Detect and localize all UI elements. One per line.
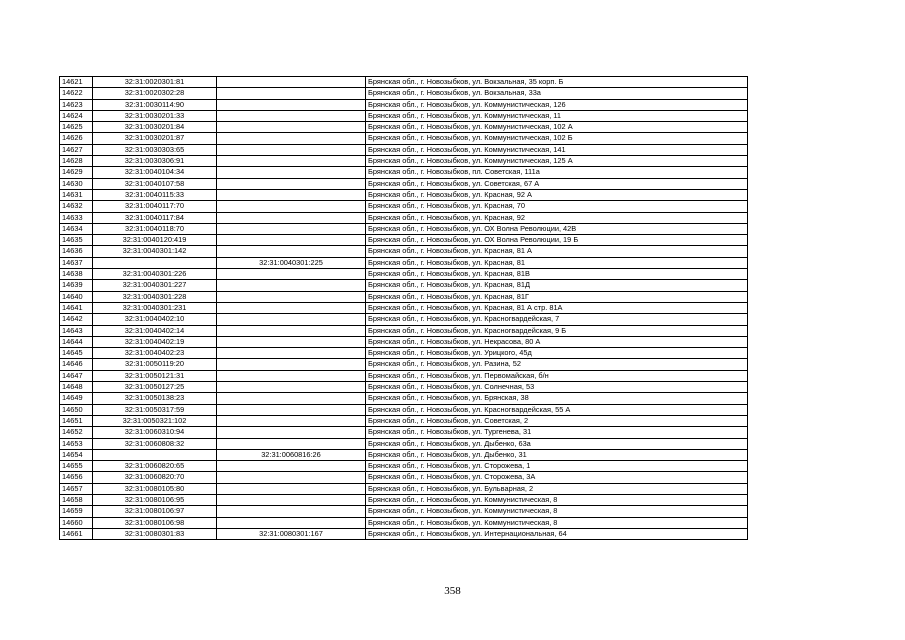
row-number-cell: 14642 (60, 314, 93, 325)
cadastral-number-cell: 32:31:0040402:23 (93, 348, 217, 359)
row-number-cell: 14655 (60, 461, 93, 472)
table-row (60, 325, 748, 336)
cadastral-number-cell: 32:31:0080106:97 (93, 506, 217, 517)
address-cell: Брянская обл., г. Новозыбков, ул. Советская, 67 А (366, 178, 748, 189)
linked-cadastral-number-cell (217, 336, 366, 347)
row-number-cell: 14623 (60, 99, 93, 110)
table-row (60, 314, 748, 325)
row-number-cell: 14657 (60, 483, 93, 494)
row-number-cell: 14635 (60, 235, 93, 246)
cadastral-number-cell: 32:31:0040301:228 (93, 291, 217, 302)
address-cell: Брянская обл., г. Новозыбков, ул. Урицкого, 45д (366, 348, 748, 359)
cadastral-number-cell: 32:31:0050138:23 (93, 393, 217, 404)
cadastral-number-cell: 32:31:0040301:231 (93, 302, 217, 313)
table-row (60, 122, 748, 133)
linked-cadastral-number-cell (217, 280, 366, 291)
table-row (60, 246, 748, 257)
table-row (60, 99, 748, 110)
table-row (60, 415, 748, 426)
address-cell: Брянская обл., г. Новозыбков, ул. Интернациональная, 64 (366, 528, 748, 539)
cadastral-number-cell: 32:31:0040301:227 (93, 280, 217, 291)
row-number-cell: 14656 (60, 472, 93, 483)
linked-cadastral-number-cell: 32:31:0080301:167 (217, 528, 366, 539)
cadastral-number-cell: 32:31:0030201:33 (93, 110, 217, 121)
address-cell: Брянская обл., г. Новозыбков, ул. Красногвардейская, 9 Б (366, 325, 748, 336)
address-cell: Брянская обл., г. Новозыбков, ул. Дыбенко, 63а (366, 438, 748, 449)
cadastral-number-cell: 32:31:0030201:84 (93, 122, 217, 133)
table-row (60, 201, 748, 212)
cadastral-number-cell: 32:31:0080106:98 (93, 517, 217, 528)
linked-cadastral-number-cell (217, 246, 366, 257)
table-row (60, 156, 748, 167)
table-row (60, 167, 748, 178)
linked-cadastral-number-cell: 32:31:0060816:26 (217, 449, 366, 460)
linked-cadastral-number-cell (217, 156, 366, 167)
cadastral-number-cell: 32:31:0050321:102 (93, 415, 217, 426)
address-cell: Брянская обл., г. Новозыбков, ул. Советская, 2 (366, 415, 748, 426)
linked-cadastral-number-cell (217, 427, 366, 438)
cadastral-number-cell: 32:31:0060820:65 (93, 461, 217, 472)
row-number-cell: 14643 (60, 325, 93, 336)
registry-table (59, 76, 748, 540)
address-cell: Брянская обл., г. Новозыбков, ул. Коммунистическая, 126 (366, 99, 748, 110)
address-cell: Брянская обл., г. Новозыбков, ул. Коммунистическая, 125 А (366, 156, 748, 167)
row-number-cell: 14647 (60, 370, 93, 381)
row-number-cell: 14661 (60, 528, 93, 539)
table-row (60, 88, 748, 99)
linked-cadastral-number-cell (217, 167, 366, 178)
row-number-cell: 14624 (60, 110, 93, 121)
table-row (60, 133, 748, 144)
cadastral-number-cell: 32:31:0080105:80 (93, 483, 217, 494)
address-cell: Брянская обл., г. Новозыбков, ул. Дыбенко, 31 (366, 449, 748, 460)
row-number-cell: 14654 (60, 449, 93, 460)
table-row (60, 517, 748, 528)
address-cell: Брянская обл., г. Новозыбков, ул. Некрасова, 80 А (366, 336, 748, 347)
table-row (60, 291, 748, 302)
linked-cadastral-number-cell (217, 88, 366, 99)
page-number: 358 (444, 585, 461, 597)
cadastral-number-cell: 32:31:0040115:33 (93, 189, 217, 200)
cadastral-number-cell: 32:31:0060310:94 (93, 427, 217, 438)
cadastral-number-cell (93, 257, 217, 268)
row-number-cell: 14622 (60, 88, 93, 99)
linked-cadastral-number-cell (217, 122, 366, 133)
cadastral-number-cell: 32:31:0020302:28 (93, 88, 217, 99)
table-row (60, 144, 748, 155)
linked-cadastral-number-cell (217, 291, 366, 302)
linked-cadastral-number-cell (217, 302, 366, 313)
table-row (60, 257, 748, 268)
address-cell: Брянская обл., г. Новозыбков, ул. Коммунистическая, 8 (366, 494, 748, 505)
cadastral-number-cell: 32:31:0030306:91 (93, 156, 217, 167)
address-cell: Брянская обл., г. Новозыбков, пл. Советская, 111а (366, 167, 748, 178)
address-cell: Брянская обл., г. Новозыбков, ул. Коммунистическая, 8 (366, 517, 748, 528)
linked-cadastral-number-cell (217, 348, 366, 359)
cadastral-number-cell: 32:31:0020301:81 (93, 77, 217, 88)
row-number-cell: 14627 (60, 144, 93, 155)
address-cell: Брянская обл., г. Новозыбков, ул. Сторожева, 3А (366, 472, 748, 483)
row-number-cell: 14626 (60, 133, 93, 144)
cadastral-number-cell: 32:31:0040117:70 (93, 201, 217, 212)
cadastral-number-cell: 32:31:0080301:83 (93, 528, 217, 539)
cadastral-number-cell: 32:31:0040301:226 (93, 269, 217, 280)
linked-cadastral-number-cell (217, 212, 366, 223)
table-row (60, 438, 748, 449)
row-number-cell: 14658 (60, 494, 93, 505)
address-cell: Брянская обл., г. Новозыбков, ул. Коммунистическая, 8 (366, 506, 748, 517)
cadastral-number-cell: 32:31:0030201:87 (93, 133, 217, 144)
cadastral-number-cell: 32:31:0080106:95 (93, 494, 217, 505)
table-row (60, 189, 748, 200)
linked-cadastral-number-cell (217, 370, 366, 381)
cadastral-number-cell: 32:31:0050317:59 (93, 404, 217, 415)
linked-cadastral-number-cell (217, 133, 366, 144)
linked-cadastral-number-cell (217, 110, 366, 121)
address-cell: Брянская обл., г. Новозыбков, ул. Коммунистическая, 102 Б (366, 133, 748, 144)
address-cell: Брянская обл., г. Новозыбков, ул. Красная, 70 (366, 201, 748, 212)
linked-cadastral-number-cell (217, 223, 366, 234)
cadastral-number-cell: 32:31:0060808:32 (93, 438, 217, 449)
cadastral-number-cell: 32:31:0030303:65 (93, 144, 217, 155)
linked-cadastral-number-cell (217, 269, 366, 280)
registry-table-body (60, 77, 748, 540)
cadastral-number-cell: 32:31:0040301:142 (93, 246, 217, 257)
linked-cadastral-number-cell (217, 438, 366, 449)
address-cell: Брянская обл., г. Новозыбков, ул. Сторожева, 1 (366, 461, 748, 472)
cadastral-number-cell: 32:31:0040117:84 (93, 212, 217, 223)
cadastral-number-cell: 32:31:0040120:419 (93, 235, 217, 246)
address-cell: Брянская обл., г. Новозыбков, ул. Вокзальная, 35 корп. Б (366, 77, 748, 88)
row-number-cell: 14640 (60, 291, 93, 302)
address-cell: Брянская обл., г. Новозыбков, ул. ОХ Волна Революции, 19 Б (366, 235, 748, 246)
table-row (60, 370, 748, 381)
linked-cadastral-number-cell (217, 77, 366, 88)
address-cell: Брянская обл., г. Новозыбков, ул. Красная, 81 А (366, 246, 748, 257)
address-cell: Брянская обл., г. Новозыбков, ул. Коммунистическая, 141 (366, 144, 748, 155)
linked-cadastral-number-cell (217, 461, 366, 472)
row-number-cell: 14652 (60, 427, 93, 438)
table-row (60, 483, 748, 494)
address-cell: Брянская обл., г. Новозыбков, ул. Красная, 81В (366, 269, 748, 280)
address-cell: Брянская обл., г. Новозыбков, ул. Красногвардейская, 55 А (366, 404, 748, 415)
linked-cadastral-number-cell (217, 359, 366, 370)
table-row (60, 472, 748, 483)
row-number-cell: 14646 (60, 359, 93, 370)
linked-cadastral-number-cell (217, 404, 366, 415)
address-cell: Брянская обл., г. Новозыбков, ул. Бульварная, 2 (366, 483, 748, 494)
row-number-cell: 14639 (60, 280, 93, 291)
row-number-cell: 14653 (60, 438, 93, 449)
row-number-cell: 14632 (60, 201, 93, 212)
row-number-cell: 14631 (60, 189, 93, 200)
address-cell: Брянская обл., г. Новозыбков, ул. Тургенева, 31 (366, 427, 748, 438)
table-row (60, 178, 748, 189)
cadastral-number-cell: 32:31:0050121:31 (93, 370, 217, 381)
linked-cadastral-number-cell (217, 189, 366, 200)
address-cell: Брянская обл., г. Новозыбков, ул. Солнечная, 53 (366, 382, 748, 393)
address-cell: Брянская обл., г. Новозыбков, ул. Красная, 92 А (366, 189, 748, 200)
table-row (60, 359, 748, 370)
row-number-cell: 14660 (60, 517, 93, 528)
cadastral-number-cell (93, 449, 217, 460)
linked-cadastral-number-cell (217, 178, 366, 189)
linked-cadastral-number-cell (217, 201, 366, 212)
address-cell: Брянская обл., г. Новозыбков, ул. Красная, 81 А стр. 81А (366, 302, 748, 313)
row-number-cell: 14629 (60, 167, 93, 178)
table-row (60, 393, 748, 404)
table-row (60, 223, 748, 234)
address-cell: Брянская обл., г. Новозыбков, ул. Разина, 52 (366, 359, 748, 370)
row-number-cell: 14634 (60, 223, 93, 234)
table-row (60, 77, 748, 88)
linked-cadastral-number-cell (217, 144, 366, 155)
row-number-cell: 14638 (60, 269, 93, 280)
cadastral-number-cell: 32:31:0050119:20 (93, 359, 217, 370)
address-cell: Брянская обл., г. Новозыбков, ул. Красная, 92 (366, 212, 748, 223)
address-cell: Брянская обл., г. Новозыбков, ул. Коммунистическая, 11 (366, 110, 748, 121)
linked-cadastral-number-cell (217, 314, 366, 325)
table-row (60, 212, 748, 223)
cadastral-number-cell: 32:31:0030114:90 (93, 99, 217, 110)
table-row (60, 302, 748, 313)
address-cell: Брянская обл., г. Новозыбков, ул. Красная, 81Г (366, 291, 748, 302)
table-row (60, 382, 748, 393)
row-number-cell: 14641 (60, 302, 93, 313)
row-number-cell: 14633 (60, 212, 93, 223)
address-cell: Брянская обл., г. Новозыбков, ул. ОХ Волна Революции, 42В (366, 223, 748, 234)
table-row (60, 269, 748, 280)
row-number-cell: 14645 (60, 348, 93, 359)
cadastral-number-cell: 32:31:0040402:14 (93, 325, 217, 336)
table-row (60, 336, 748, 347)
linked-cadastral-number-cell (217, 506, 366, 517)
cadastral-number-cell: 32:31:0040402:19 (93, 336, 217, 347)
cadastral-number-cell: 32:31:0040104:34 (93, 167, 217, 178)
address-cell: Брянская обл., г. Новозыбков, ул. Брянская, 38 (366, 393, 748, 404)
row-number-cell: 14625 (60, 122, 93, 133)
table-row (60, 528, 748, 539)
linked-cadastral-number-cell (217, 483, 366, 494)
address-cell: Брянская обл., г. Новозыбков, ул. Красная, 81 (366, 257, 748, 268)
table-row (60, 280, 748, 291)
cadastral-number-cell: 32:31:0060820:70 (93, 472, 217, 483)
row-number-cell: 14636 (60, 246, 93, 257)
row-number-cell: 14651 (60, 415, 93, 426)
row-number-cell: 14628 (60, 156, 93, 167)
table-row (60, 110, 748, 121)
linked-cadastral-number-cell (217, 472, 366, 483)
row-number-cell: 14648 (60, 382, 93, 393)
address-cell: Брянская обл., г. Новозыбков, ул. Красная, 81Д (366, 280, 748, 291)
table-row (60, 506, 748, 517)
table-row (60, 427, 748, 438)
table-row (60, 494, 748, 505)
cadastral-number-cell: 32:31:0050127:25 (93, 382, 217, 393)
linked-cadastral-number-cell (217, 517, 366, 528)
address-cell: Брянская обл., г. Новозыбков, ул. Первомайская, б/н (366, 370, 748, 381)
table-row (60, 348, 748, 359)
row-number-cell: 14659 (60, 506, 93, 517)
row-number-cell: 14649 (60, 393, 93, 404)
cadastral-number-cell: 32:31:0040107:58 (93, 178, 217, 189)
linked-cadastral-number-cell (217, 494, 366, 505)
row-number-cell: 14644 (60, 336, 93, 347)
linked-cadastral-number-cell (217, 382, 366, 393)
cadastral-number-cell: 32:31:0040118:70 (93, 223, 217, 234)
row-number-cell: 14637 (60, 257, 93, 268)
table-row (60, 449, 748, 460)
linked-cadastral-number-cell (217, 393, 366, 404)
linked-cadastral-number-cell (217, 99, 366, 110)
address-cell: Брянская обл., г. Новозыбков, ул. Коммунистическая, 102 А (366, 122, 748, 133)
row-number-cell: 14650 (60, 404, 93, 415)
linked-cadastral-number-cell (217, 325, 366, 336)
table-row (60, 235, 748, 246)
linked-cadastral-number-cell (217, 235, 366, 246)
table-row (60, 461, 748, 472)
row-number-cell: 14621 (60, 77, 93, 88)
table-row (60, 404, 748, 415)
row-number-cell: 14630 (60, 178, 93, 189)
cadastral-number-cell: 32:31:0040402:10 (93, 314, 217, 325)
address-cell: Брянская обл., г. Новозыбков, ул. Вокзальная, 33а (366, 88, 748, 99)
linked-cadastral-number-cell (217, 415, 366, 426)
linked-cadastral-number-cell: 32:31:0040301:225 (217, 257, 366, 268)
address-cell: Брянская обл., г. Новозыбков, ул. Красногвардейская, 7 (366, 314, 748, 325)
